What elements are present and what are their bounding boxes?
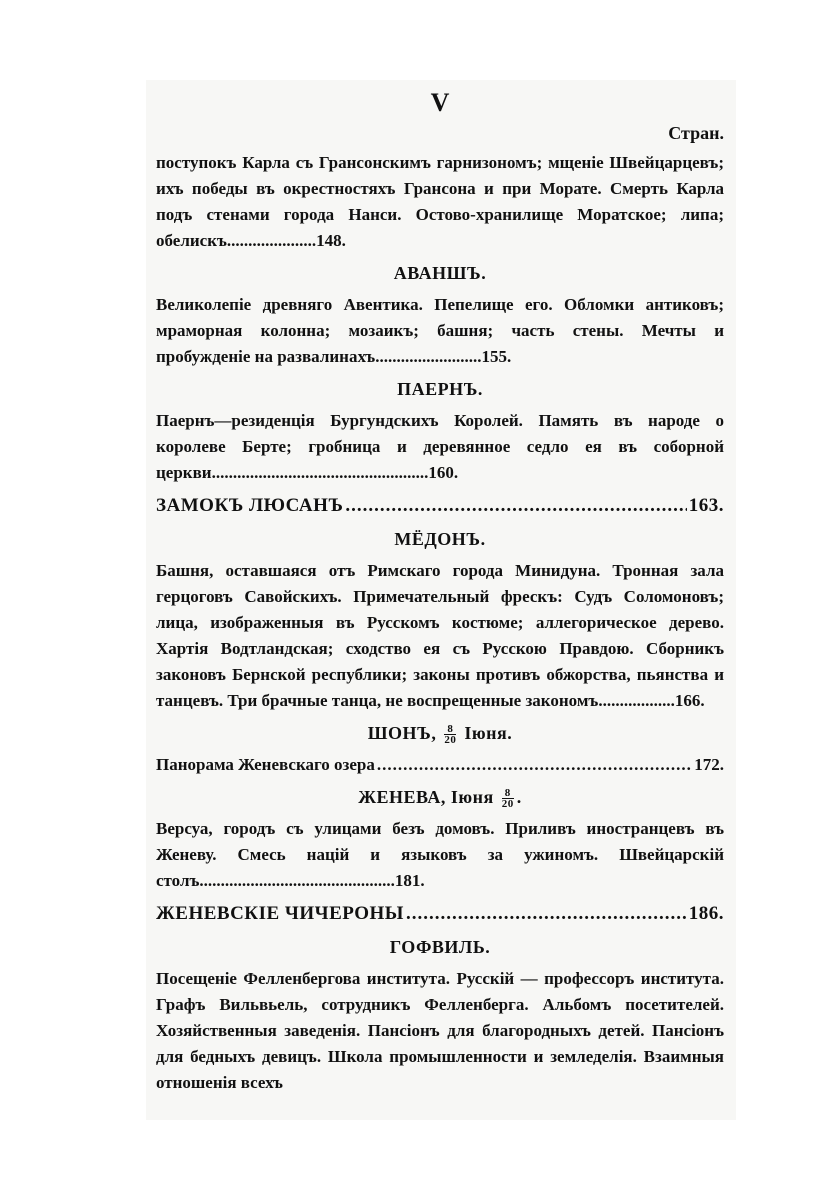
entry-page: 172. xyxy=(694,755,724,774)
entry-text: Посещеніе Фелленбергова института. Русскій — профессоръ института. Графъ Вильвьель, сотрудникъ Фелленберга. Альбомъ посетителей. Хозяйственныя заведенія. Пансіонъ для благородныхъ детей. Пансіонъ для бедныхъ девицъ. Школа промышленности и земледелія. Взаимныя отношенія всехъ xyxy=(156,969,724,1092)
date-fraction xyxy=(502,788,514,809)
heading-suffix: . xyxy=(516,787,522,807)
entry-page: 186. xyxy=(688,903,724,924)
leader-dots: ................................................... xyxy=(211,463,429,482)
leader-dots xyxy=(377,752,692,778)
entry-heading: ЗАМОКЪ ЛЮСАНЪ xyxy=(156,495,344,516)
section-heading-shon xyxy=(156,720,724,746)
section-heading-medon: МЁДОНЪ. xyxy=(394,529,486,549)
toc-entry-avansh xyxy=(156,292,724,370)
leader-dots: ..................... xyxy=(226,231,317,250)
leader-dots: ......................... xyxy=(375,347,482,366)
entry-page: 163. xyxy=(688,495,724,516)
toc-entry-zamok-lyusan xyxy=(156,492,724,520)
fraction-bottom: 20 xyxy=(444,734,457,747)
toc-entry-geneva xyxy=(156,816,724,894)
toc-entry-paern xyxy=(156,408,724,486)
entry-page: 155. xyxy=(481,347,512,366)
leader-dots xyxy=(406,900,687,928)
heading-suffix: Іюня. xyxy=(464,723,513,743)
toc-entry-medon xyxy=(156,558,724,714)
entry-text: Паернъ—резиденція Бургундскихъ Королей. Память въ народе о королеве Берте; гробница и деревянное седло ея въ соборной церкви xyxy=(156,411,724,482)
section-heading-avansh: АВАНШЪ. xyxy=(393,263,487,283)
entry-text: Панорама Женевскаго озера xyxy=(156,755,375,774)
leader-dots: .................. xyxy=(598,691,675,710)
section-heading-gofvil: ГОФВИЛЬ. xyxy=(389,937,491,957)
toc-entry-shon xyxy=(156,752,724,778)
entry-page: 181. xyxy=(394,871,425,890)
heading-title: ЖЕНЕВА, Іюня xyxy=(358,787,494,807)
entry-heading: ЖЕНЕВСКІЕ ЧИЧЕРОНЫ xyxy=(156,903,404,924)
toc-entry-intro xyxy=(156,150,724,254)
entry-page: 160. xyxy=(428,463,459,482)
fraction-bottom: 20 xyxy=(501,798,514,811)
heading-title: ШОНЪ, xyxy=(367,723,437,743)
entry-text: поступокъ Карла съ Грансонскимъ гарнизономъ; мщеніе Швейцарцевъ; ихъ победы въ окрестностяхъ Грансона и при Морате. Смерть Карла подъ стенами города Нанси. Остово-хранилище Моратское; липа; обелискъ xyxy=(156,153,724,250)
section-heading-paern: ПАЕРНЪ. xyxy=(397,379,483,399)
entry-text: Версуа, городъ съ улицами безъ домовъ. Приливъ иностранцевъ въ Женеву. Смесь націй и языковъ за ужиномъ. Швейцарскій столъ xyxy=(156,819,724,890)
section-heading-geneva xyxy=(156,784,724,810)
page-number: V xyxy=(430,88,450,117)
date-fraction xyxy=(444,724,456,745)
toc-entry-geneva-cicerones xyxy=(156,900,724,928)
entry-text: Башня, оставшаяся отъ Римскаго города Минидуна. Тронная зала герцоговъ Савойскихъ. Примечательный фрескъ: Судъ Соломоновъ; лица, изображенныя въ Русскомъ костюме; аллегорическое дерево. Хартія Водтландская; сходство ея съ Русскою Правдою. Сборникъ законовъ Бернской республики; законы противъ обжорства, пьянства и танцевъ. Три брачные танца, не воспрещенные закономъ xyxy=(156,561,724,710)
entry-page: 166. xyxy=(674,691,705,710)
toc-content xyxy=(156,88,724,1102)
leader-dots xyxy=(345,492,686,520)
leader-dots: .............................................. xyxy=(199,871,395,890)
fraction-top: 8 xyxy=(504,787,511,800)
toc-entry-gofvil xyxy=(156,966,724,1096)
fraction-top: 8 xyxy=(447,723,454,736)
column-label: Стран. xyxy=(668,123,724,143)
entry-page: 148. xyxy=(316,231,346,250)
entry-text: Великолепіе древняго Авентика. Пепелище его. Обломки антиковъ; мраморная колонна; мозаикъ; башня; часть стены. Мечты и пробужденіе на развалинахъ xyxy=(156,295,724,366)
